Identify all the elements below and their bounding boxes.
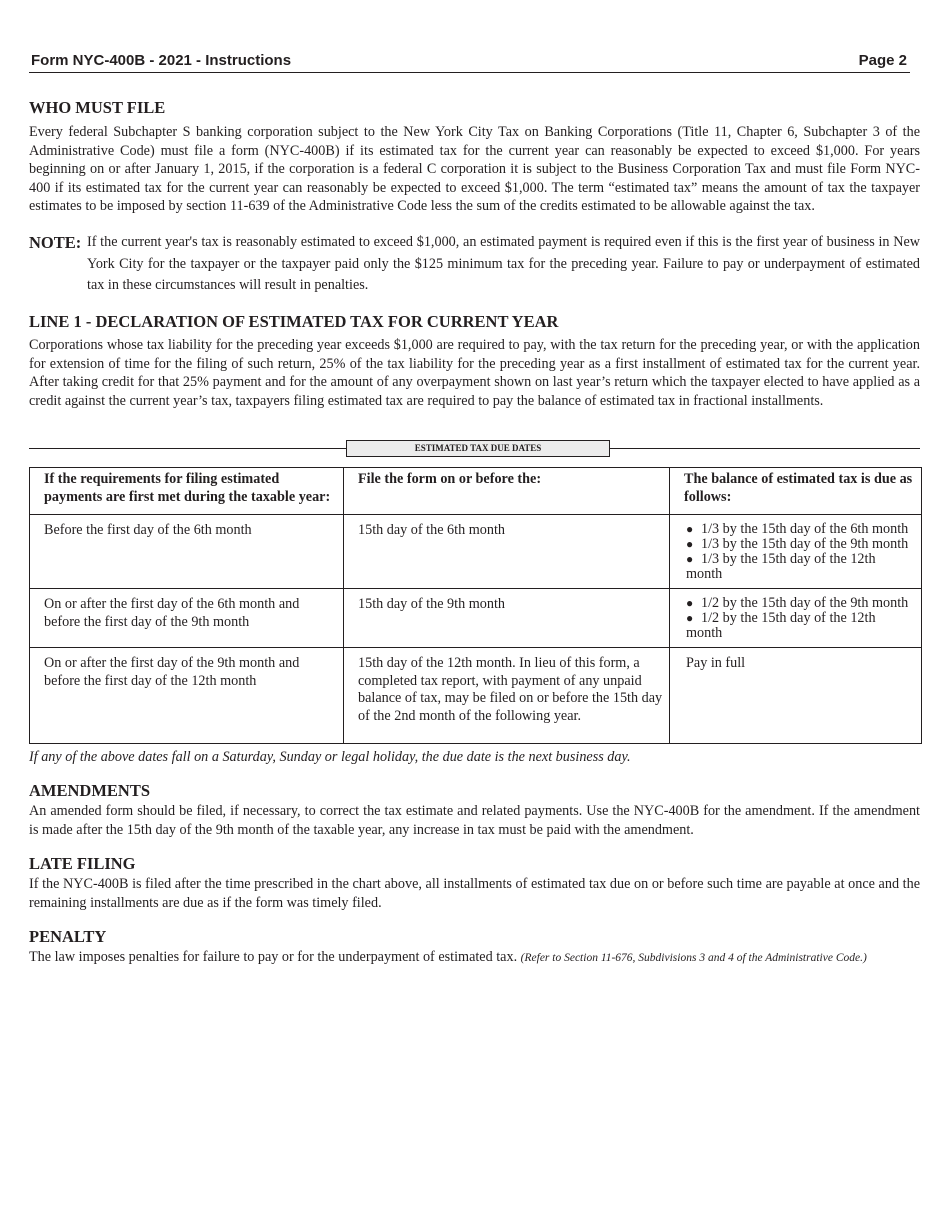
bullet-icon: ● — [686, 522, 694, 536]
file-by-cell: 15th day of the 9th month — [344, 589, 670, 648]
balance-item: ● 1/3 by the 15th day of the 9th month — [686, 536, 909, 552]
column-header: File the form on or before the: — [344, 468, 670, 515]
bullet-icon: ● — [686, 611, 694, 625]
line1-text: Corporations whose tax liability for the preceding year exceeds $1,000 are required to pay, with the tax return for the preceding year, or with the application for extension of time for the filing of such return, 25% of the tax liability for the preceding year as a first installment of estimated tax for the current year. After taking credit for that 25% payment and for the amount of any overpayment shown on last year’s return which the taxpayer elected to have applied as a credit against the current year’s tax, taxpayers filing estimated tax are required to pay the balance of estimated tax in fractional installments. — [29, 337, 920, 409]
balance-cell — [670, 589, 922, 648]
bullet-icon: ● — [686, 596, 694, 610]
balance-item: ● 1/2 by the 15th day of the 9th month — [686, 595, 909, 611]
penalty-heading: PENALTY — [29, 927, 107, 946]
table-row — [30, 515, 922, 589]
bullet-icon: ● — [686, 537, 694, 551]
period-cell: Before the first day of the 6th month — [30, 515, 344, 589]
file-by-cell: 15th day of the 6th month — [344, 515, 670, 589]
due-dates-table — [29, 467, 922, 744]
column-header: The balance of estimated tax is due as follows: — [670, 468, 922, 515]
page-number: Page 2 — [858, 52, 907, 69]
due-dates-label: ESTIMATED TAX DUE DATES — [346, 440, 610, 457]
note-block — [29, 232, 920, 297]
file-by-cell: 15th day of the 12th month. In lieu of this form, a completed tax report, with payment of any unpaid balance of tax, may be filed on or before the 15th day of the 2nd month of the following year. — [344, 648, 670, 744]
note-text: If the current year's tax is reasonably estimated to exceed $1,000, an estimated payment is required even if this is the first year of business in New York City for the taxpayer or the taxpayer paid only the $125 minimum tax for the preceding year. Failure to pay or underpayment of estimated tax in these circumstances will result in penalties. — [87, 234, 920, 293]
balance-cell — [670, 515, 922, 589]
balance-item: ● 1/3 by the 15th day of the 6th month — [686, 521, 909, 537]
penalty-citation: (Refer to Section 11-676, Subdivisions 3 and 4 of the Administrative Code.) — [520, 952, 867, 964]
table-row — [30, 589, 922, 648]
late-filing-text: If the NYC-400B is filed after the time prescribed in the chart above, all installments of estimated tax due on or before such time are payable at once and the remaining installments are due as if the form was timely filed. — [29, 876, 920, 911]
amendments-heading: AMENDMENTS — [29, 781, 151, 800]
amendments-text: An amended form should be filed, if necessary, to correct the tax estimate and related payments. Use the NYC-400B for the amendment. If the amendment is made after the 15th day of the 9th month of the taxable year, any increase in tax must be paid with the amendment. — [29, 803, 920, 838]
period-cell: On or after the first day of the 9th month and before the first day of the 12th month — [30, 648, 344, 744]
penalty-text: The law imposes penalties for failure to pay or for the underpayment of estimated tax. — [29, 949, 518, 965]
late-filing-heading: LATE FILING — [29, 854, 136, 873]
column-header: If the requirements for filing estimated payments are first met during the taxable year: — [30, 468, 344, 515]
balance-item: ● 1/2 by the 15th day of the 12th month — [686, 610, 876, 641]
penalty-paragraph — [29, 948, 920, 968]
period-cell: On or after the first day of the 6th month and before the first day of the 9th month — [30, 589, 344, 648]
balance-cell: Pay in full — [670, 648, 922, 744]
who-must-file-text: Every federal Subchapter S banking corporation subject to the New York City Tax on Banking Corporations (Title 11, Chapter 6, Subchapter 3 of the Administrative Code) must file a form (NYC-400B) if its estimated tax for the current year can reasonably be expected to exceed $1,000. For years beginning on or after January 1, 2015, if the corporation is a federal C corporation it is subject to the Business Corporation Tax and must file Form NYC-400 if its estimated tax for the current year can reasonably be expected to exceed $1,000. The term “estimated tax” means the amount of tax the taxpayer estimates to be imposed by section 11-639 of the Administrative Code less the sum of the credits estimated to be allowable against the tax. — [29, 124, 920, 214]
table-row — [30, 648, 922, 744]
page-header — [29, 50, 910, 73]
form-title: Form NYC-400B - 2021 - Instructions — [31, 52, 292, 69]
bullet-icon: ● — [686, 552, 694, 566]
balance-item: ● 1/3 by the 15th day of the 12th month — [686, 551, 876, 582]
note-label: NOTE: — [29, 233, 82, 252]
line1-heading: LINE 1 - DECLARATION OF ESTIMATED TAX FOR CURRENT YEAR — [29, 312, 559, 331]
who-must-file-heading: WHO MUST FILE — [29, 98, 166, 117]
due-date-footnote: If any of the above dates fall on a Saturday, Sunday or legal holiday, the due date is the next business day. — [29, 749, 631, 765]
table-header-row — [30, 468, 922, 515]
